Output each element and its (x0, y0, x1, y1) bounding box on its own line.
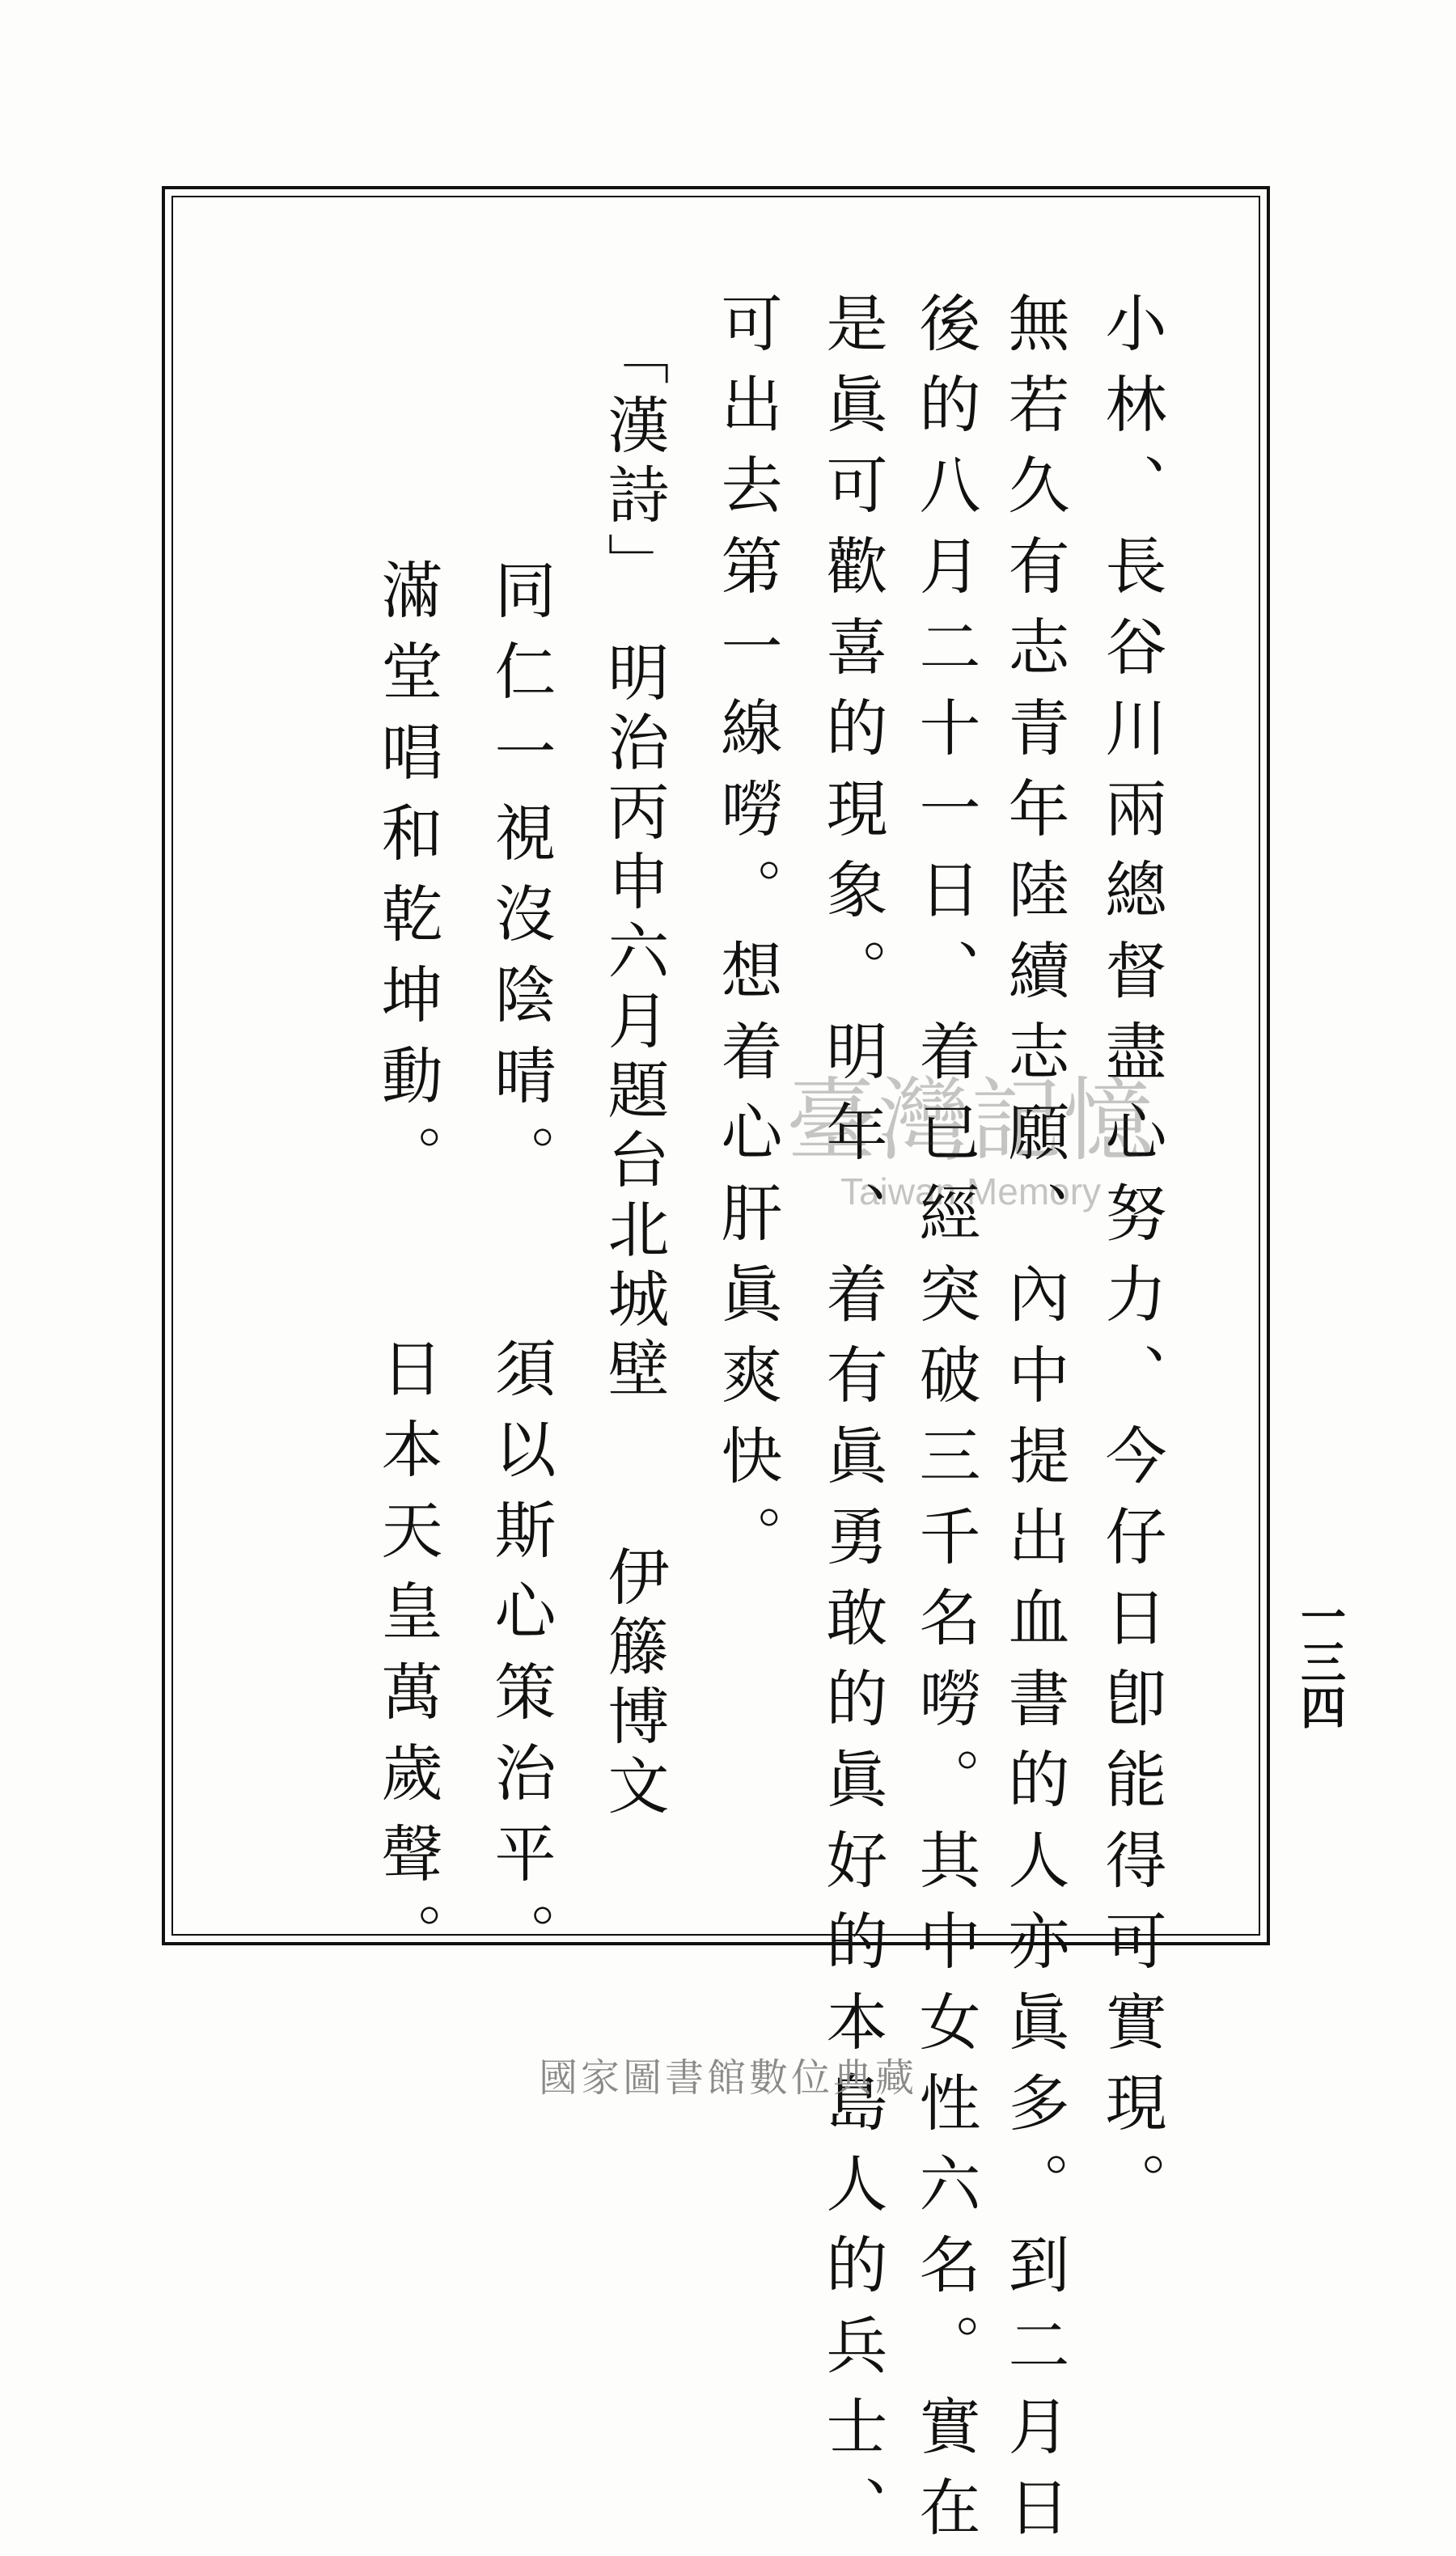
text-column-4: 是眞可歡喜的現象。明年、着有眞勇敢的眞好的本島人的兵士、 (816, 291, 888, 2556)
poem-line-2: 滿堂唱和乾坤動。 日本天皇萬歲聲。 (371, 558, 443, 1983)
watermark-title: 臺灣記憶 (786, 1069, 1155, 1174)
poem-line-1: 同仁一視沒陰晴。 須以斯心策治平。 (485, 558, 557, 1983)
text-column-1: 小林、長谷川兩總督盡心努力、今仔日卽能得可實現。 (1095, 291, 1167, 2232)
watermark (760, 1069, 1181, 1213)
poem-heading: 「漢詩」 明治丙申六月題台北城壁 伊籐博文 (598, 324, 670, 1823)
text-column-3: 後的八月二十一日、着已經突破三千名嘮。其中女性六名。實在 (909, 291, 981, 2556)
text-column-2: 無若久有志青年陸續志願、內中提出血書的人亦眞多。到二月日 (998, 291, 1070, 2556)
watermark-subtitle: Taiwan Memory (840, 1170, 1102, 1212)
footer-text: 國家圖書館數位典藏 (538, 2055, 917, 2101)
text-column-5: 可出去第一線嘮。想着心肝眞爽快。 (711, 291, 783, 1585)
page-number: 一三四 (1293, 1593, 1347, 1729)
